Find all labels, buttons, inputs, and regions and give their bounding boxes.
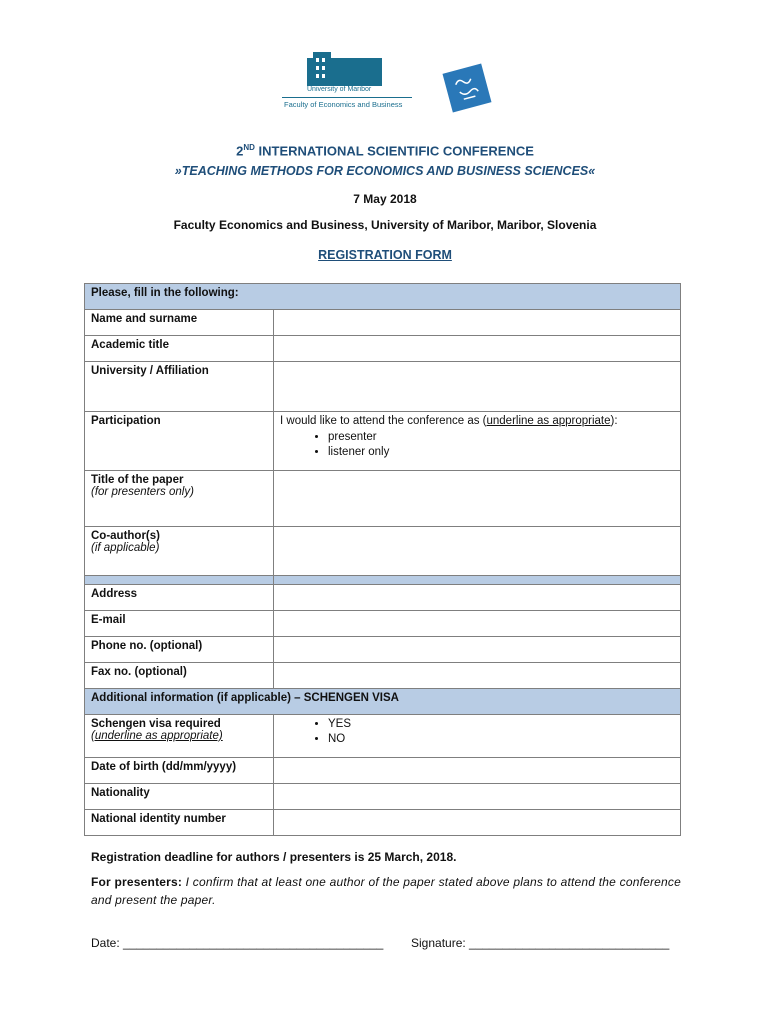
table-header-row [85, 689, 681, 715]
conference-date: 7 May 2018 [353, 192, 417, 207]
form-title: REGISTRATION FORM [318, 248, 452, 263]
fax-field[interactable] [274, 663, 681, 689]
date-line[interactable]: Date: _______________________________________ [91, 936, 384, 950]
name-label: Name and surname [85, 310, 274, 336]
table-row [85, 412, 681, 471]
schengen-field[interactable] [274, 715, 681, 758]
option-listener[interactable]: • listener only [328, 446, 674, 458]
conference-emblem-icon [443, 64, 492, 113]
building-icon [313, 52, 331, 86]
paper-title-note: (for presenters only) [91, 486, 194, 498]
signature-line[interactable]: Signature: ______________________________ [411, 936, 670, 950]
table-row [85, 611, 681, 637]
nationality-label: Nationality [85, 784, 274, 810]
paper-title-field[interactable] [274, 471, 681, 527]
dob-label: Date of birth (dd/mm/yyyy) [85, 758, 274, 784]
conference-theme: »TEACHING METHODS FOR ECONOMICS AND BUSINESS SCIENCES« [174, 164, 596, 179]
table-row [85, 758, 681, 784]
participation-label: Participation [85, 412, 274, 471]
table-header-row [85, 284, 681, 310]
participation-field[interactable]: I would like to attend the conference as (underline as appropriate): • presenter • listener only [274, 412, 681, 471]
additional-header: Additional information (if applicable) – SCHENGEN VISA [85, 689, 681, 715]
deadline-text: Registration deadline for authors / presenters is 25 March, 2018. [91, 850, 457, 864]
schengen-label: Schengen visa required (underline as appropriate) [85, 715, 274, 758]
name-field[interactable] [274, 310, 681, 336]
separator-row [85, 576, 681, 585]
table-row [85, 527, 681, 576]
university-name: University of Maribor [307, 86, 372, 93]
logo-bar [0, 50, 770, 120]
registration-table [84, 283, 681, 836]
table-row [85, 310, 681, 336]
participation-options [280, 431, 674, 458]
coauthor-field[interactable] [274, 527, 681, 576]
fax-label: Fax no. (optional) [85, 663, 274, 689]
schengen-options [280, 718, 674, 745]
schengen-note: (underline as appropriate) [91, 730, 223, 742]
university-field[interactable] [274, 362, 681, 412]
nationality-field[interactable] [274, 784, 681, 810]
table-row [85, 663, 681, 689]
conference-header [0, 143, 770, 262]
option-yes[interactable]: • YES [328, 718, 674, 730]
phone-label: Phone no. (optional) [85, 637, 274, 663]
table-row [85, 715, 681, 758]
coauthor-label: Co-author(s) (if applicable) [85, 527, 274, 576]
paper-title-label: Title of the paper (for presenters only) [85, 471, 274, 527]
table-row [85, 471, 681, 527]
address-label: Address [85, 585, 274, 611]
national-id-field[interactable] [274, 810, 681, 836]
email-field[interactable] [274, 611, 681, 637]
academic-title-label: Academic title [85, 336, 274, 362]
coauthor-note: (if applicable) [91, 542, 160, 554]
table-row [85, 362, 681, 412]
table-row [85, 336, 681, 362]
national-id-label: National identity number [85, 810, 274, 836]
address-field[interactable] [274, 585, 681, 611]
intro-header: Please, fill in the following: [85, 284, 681, 310]
faculty-name: Faculty of Economics and Business [284, 100, 403, 109]
phone-field[interactable] [274, 637, 681, 663]
conference-title: 2ND INTERNATIONAL SCIENTIFIC CONFERENCE [236, 143, 534, 159]
table-row [85, 784, 681, 810]
table-row [85, 810, 681, 836]
table-row [85, 585, 681, 611]
dob-field[interactable] [274, 758, 681, 784]
university-label: University / Affiliation [85, 362, 274, 412]
option-presenter[interactable]: • presenter [328, 431, 674, 443]
academic-title-field[interactable] [274, 336, 681, 362]
option-no[interactable]: • NO [328, 733, 674, 745]
table-row [85, 637, 681, 663]
presenter-confirmation: For presenters: I confirm that at least one author of the paper stated above plans to attend the conference and present the paper. [91, 875, 681, 907]
email-label: E-mail [85, 611, 274, 637]
conference-venue: Faculty Economics and Business, University of Maribor, Maribor, Slovenia [173, 218, 597, 233]
